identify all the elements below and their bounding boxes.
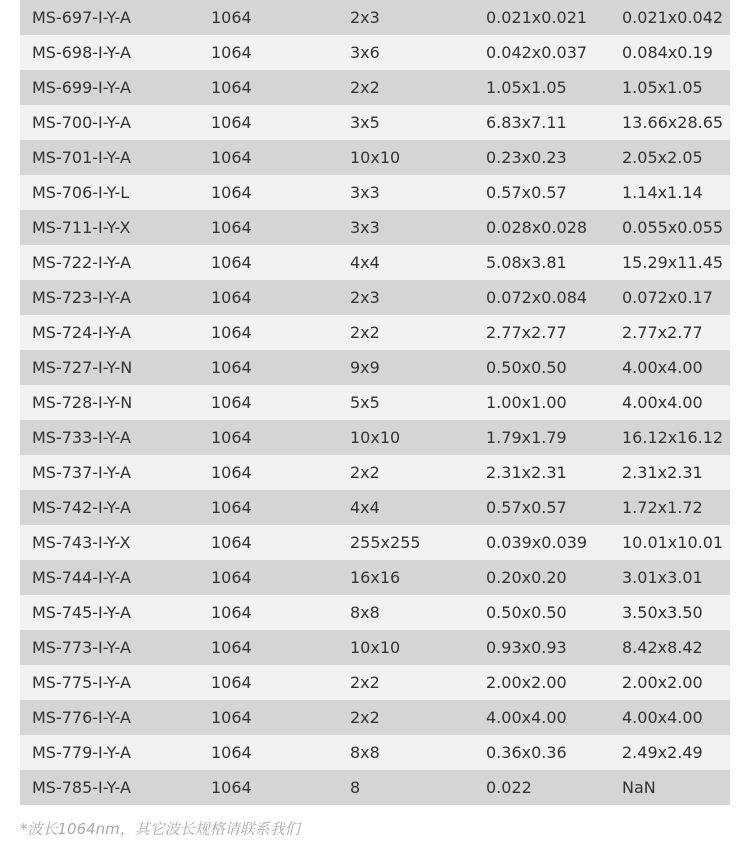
wavelength-cell: 1064: [211, 0, 350, 35]
table-row: [20, 0, 730, 35]
table-row: [20, 280, 730, 315]
wavelength-cell: 1064: [211, 315, 350, 350]
array-cell: 8: [350, 770, 486, 805]
model-cell: MS-698-I-Y-A: [20, 35, 211, 70]
wavelength-cell: 1064: [211, 770, 350, 805]
footnote: *波长1064nm，其它波长规格请联系我们: [20, 820, 300, 838]
total-size-cell: 13.66x28.65: [622, 105, 730, 140]
wavelength-cell: 1064: [211, 210, 350, 245]
table-body: [20, 0, 730, 805]
table-row: [20, 560, 730, 595]
table-row: [20, 665, 730, 700]
array-cell: 5x5: [350, 385, 486, 420]
total-size-cell: 3.01x3.01: [622, 560, 730, 595]
wavelength-cell: 1064: [211, 665, 350, 700]
array-cell: 3x3: [350, 210, 486, 245]
unit-size-cell: 4.00x4.00: [486, 700, 622, 735]
unit-size-cell: 0.20x0.20: [486, 560, 622, 595]
unit-size-cell: 0.23x0.23: [486, 140, 622, 175]
wavelength-cell: 1064: [211, 245, 350, 280]
wavelength-cell: 1064: [211, 455, 350, 490]
model-cell: MS-733-I-Y-A: [20, 420, 211, 455]
array-cell: 2x2: [350, 455, 486, 490]
total-size-cell: 0.055x0.055: [622, 210, 730, 245]
wavelength-cell: 1064: [211, 525, 350, 560]
table-row: [20, 630, 730, 665]
table-row: [20, 385, 730, 420]
total-size-cell: 2.77x2.77: [622, 315, 730, 350]
unit-size-cell: 0.57x0.57: [486, 175, 622, 210]
array-cell: 4x4: [350, 490, 486, 525]
array-cell: 2x2: [350, 700, 486, 735]
table-row: [20, 175, 730, 210]
array-cell: 4x4: [350, 245, 486, 280]
table-row: [20, 700, 730, 735]
model-cell: MS-742-I-Y-A: [20, 490, 211, 525]
unit-size-cell: 0.022: [486, 770, 622, 805]
array-cell: 10x10: [350, 140, 486, 175]
unit-size-cell: 0.36x0.36: [486, 735, 622, 770]
total-size-cell: NaN: [622, 770, 730, 805]
model-cell: MS-706-I-Y-L: [20, 175, 211, 210]
unit-size-cell: 2.00x2.00: [486, 665, 622, 700]
model-cell: MS-785-I-Y-A: [20, 770, 211, 805]
total-size-cell: 10.01x10.01: [622, 525, 730, 560]
total-size-cell: 4.00x4.00: [622, 385, 730, 420]
total-size-cell: 1.72x1.72: [622, 490, 730, 525]
table-row: [20, 595, 730, 630]
unit-size-cell: 0.57x0.57: [486, 490, 622, 525]
total-size-cell: 1.14x1.14: [622, 175, 730, 210]
table-row: [20, 140, 730, 175]
array-cell: 16x16: [350, 560, 486, 595]
wavelength-cell: 1064: [211, 630, 350, 665]
table-row: [20, 455, 730, 490]
total-size-cell: 0.021x0.042: [622, 0, 730, 35]
model-cell: MS-745-I-Y-A: [20, 595, 211, 630]
array-cell: 255x255: [350, 525, 486, 560]
unit-size-cell: 0.021x0.021: [486, 0, 622, 35]
array-cell: 2x2: [350, 70, 486, 105]
unit-size-cell: 2.31x2.31: [486, 455, 622, 490]
table-row: [20, 105, 730, 140]
array-cell: 2x3: [350, 280, 486, 315]
array-cell: 10x10: [350, 630, 486, 665]
unit-size-cell: 0.039x0.039: [486, 525, 622, 560]
unit-size-cell: 1.79x1.79: [486, 420, 622, 455]
model-cell: MS-724-I-Y-A: [20, 315, 211, 350]
table-row: [20, 245, 730, 280]
model-cell: MS-775-I-Y-A: [20, 665, 211, 700]
total-size-cell: 3.50x3.50: [622, 595, 730, 630]
wavelength-cell: 1064: [211, 140, 350, 175]
unit-size-cell: 0.042x0.037: [486, 35, 622, 70]
total-size-cell: 16.12x16.12: [622, 420, 730, 455]
total-size-cell: 4.00x4.00: [622, 350, 730, 385]
model-cell: MS-728-I-Y-N: [20, 385, 211, 420]
model-cell: MS-700-I-Y-A: [20, 105, 211, 140]
wavelength-cell: 1064: [211, 735, 350, 770]
total-size-cell: 8.42x8.42: [622, 630, 730, 665]
unit-size-cell: 0.93x0.93: [486, 630, 622, 665]
model-cell: MS-722-I-Y-A: [20, 245, 211, 280]
unit-size-cell: 5.08x3.81: [486, 245, 622, 280]
model-cell: MS-711-I-Y-X: [20, 210, 211, 245]
product-spec-table: [20, 0, 730, 805]
total-size-cell: 4.00x4.00: [622, 700, 730, 735]
array-cell: 3x6: [350, 35, 486, 70]
model-cell: MS-743-I-Y-X: [20, 525, 211, 560]
model-cell: MS-744-I-Y-A: [20, 560, 211, 595]
array-cell: 3x3: [350, 175, 486, 210]
unit-size-cell: 1.05x1.05: [486, 70, 622, 105]
total-size-cell: 0.084x0.19: [622, 35, 730, 70]
wavelength-cell: 1064: [211, 175, 350, 210]
model-cell: MS-697-I-Y-A: [20, 0, 211, 35]
wavelength-cell: 1064: [211, 420, 350, 455]
model-cell: MS-723-I-Y-A: [20, 280, 211, 315]
wavelength-cell: 1064: [211, 385, 350, 420]
unit-size-cell: 0.028x0.028: [486, 210, 622, 245]
table-row: [20, 525, 730, 560]
table-row: [20, 210, 730, 245]
wavelength-cell: 1064: [211, 490, 350, 525]
model-cell: MS-776-I-Y-A: [20, 700, 211, 735]
total-size-cell: 1.05x1.05: [622, 70, 730, 105]
model-cell: MS-699-I-Y-A: [20, 70, 211, 105]
wavelength-cell: 1064: [211, 280, 350, 315]
table-row: [20, 735, 730, 770]
unit-size-cell: 1.00x1.00: [486, 385, 622, 420]
array-cell: 10x10: [350, 420, 486, 455]
total-size-cell: 2.00x2.00: [622, 665, 730, 700]
unit-size-cell: 0.072x0.084: [486, 280, 622, 315]
model-cell: MS-779-I-Y-A: [20, 735, 211, 770]
array-cell: 3x5: [350, 105, 486, 140]
array-cell: 2x3: [350, 0, 486, 35]
total-size-cell: 0.072x0.17: [622, 280, 730, 315]
model-cell: MS-773-I-Y-A: [20, 630, 211, 665]
wavelength-cell: 1064: [211, 560, 350, 595]
total-size-cell: 15.29x11.45: [622, 245, 730, 280]
wavelength-cell: 1064: [211, 70, 350, 105]
table-row: [20, 35, 730, 70]
table-row: [20, 315, 730, 350]
wavelength-cell: 1064: [211, 105, 350, 140]
wavelength-cell: 1064: [211, 700, 350, 735]
product-spec-table-container: [20, 0, 730, 805]
total-size-cell: 2.49x2.49: [622, 735, 730, 770]
array-cell: 9x9: [350, 350, 486, 385]
unit-size-cell: 0.50x0.50: [486, 595, 622, 630]
array-cell: 2x2: [350, 665, 486, 700]
array-cell: 2x2: [350, 315, 486, 350]
array-cell: 8x8: [350, 595, 486, 630]
unit-size-cell: 0.50x0.50: [486, 350, 622, 385]
wavelength-cell: 1064: [211, 350, 350, 385]
table-row: [20, 350, 730, 385]
model-cell: MS-737-I-Y-A: [20, 455, 211, 490]
wavelength-cell: 1064: [211, 595, 350, 630]
total-size-cell: 2.31x2.31: [622, 455, 730, 490]
table-row: [20, 490, 730, 525]
total-size-cell: 2.05x2.05: [622, 140, 730, 175]
table-row: [20, 770, 730, 805]
unit-size-cell: 2.77x2.77: [486, 315, 622, 350]
table-row: [20, 70, 730, 105]
array-cell: 8x8: [350, 735, 486, 770]
model-cell: MS-701-I-Y-A: [20, 140, 211, 175]
model-cell: MS-727-I-Y-N: [20, 350, 211, 385]
unit-size-cell: 6.83x7.11: [486, 105, 622, 140]
table-row: [20, 420, 730, 455]
wavelength-cell: 1064: [211, 35, 350, 70]
